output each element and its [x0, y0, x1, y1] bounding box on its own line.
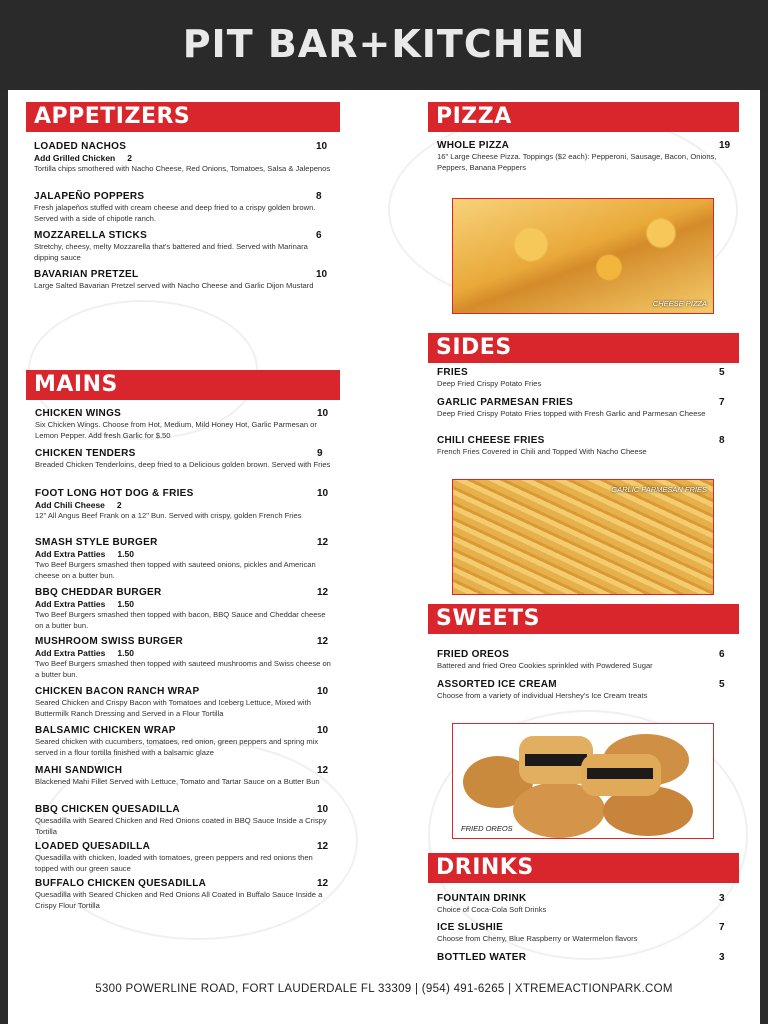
menu-item: [35, 841, 335, 874]
item-description: Blackened Mahi Fillet Served with Lettuce, Tomato and Tartar Sauce on a Butter Bun: [35, 777, 320, 786]
item-price: 19: [719, 140, 731, 151]
item-description: Two Beef Burgers smashed then topped with sauteed onions, pickles and American cheese on a butter bun.: [35, 560, 316, 580]
menu-item: [34, 230, 334, 263]
addon-price: 1.50: [117, 599, 134, 609]
item-name: LOADED NACHOS: [34, 141, 127, 152]
item-description: 12" All Angus Beef Frank on a 12" Bun. Served with crispy, golden French Fries: [35, 511, 302, 520]
item-price: 6: [719, 649, 725, 660]
item-name: BBQ CHICKEN QUESADILLA: [35, 804, 180, 815]
item-addon: [34, 153, 334, 163]
menu-item: [35, 408, 335, 441]
item-name: BAVARIAN PRETZEL: [34, 269, 139, 280]
menu-item: [35, 804, 335, 837]
section-title-pizza: PIZZA: [428, 102, 739, 132]
menu-item: [437, 893, 737, 916]
item-name: BOTTLED WATER: [437, 952, 527, 963]
item-name: CHICKEN TENDERS: [35, 448, 136, 459]
addon-label: Add Grilled Chicken: [34, 153, 116, 163]
item-description: Six Chicken Wings. Choose from Hot, Medium, Mild Honey Hot, Garlic Parmesan or Lemon Pepper. Add fresh Garlic for $.50: [35, 420, 317, 440]
item-description: Choice of Coca-Cola Soft Drinks: [437, 905, 547, 914]
item-description: French Fries Covered in Chili and Topped With Nacho Cheese: [437, 447, 647, 456]
item-price: 6: [316, 230, 322, 241]
section-title-drinks: DRINKS: [428, 853, 739, 883]
item-price: 10: [316, 269, 328, 280]
item-name: WHOLE PIZZA: [437, 140, 510, 151]
menu-item: [35, 765, 335, 788]
item-price: 10: [317, 408, 329, 419]
brand-title: PIT BAR+KITCHEN: [182, 22, 586, 66]
item-name: CHICKEN BACON RANCH WRAP: [35, 686, 200, 697]
item-description: Large Salted Bavarian Pretzel served with Nacho Cheese and Garlic Dijon Mustard: [34, 281, 314, 290]
menu-item: [35, 448, 335, 471]
item-name: MAHI SANDWICH: [35, 765, 123, 776]
item-name: FRIED OREOS: [437, 649, 510, 660]
item-description: Deep Fried Crispy Potato Fries topped with Fresh Garlic and Parmesan Cheese: [437, 409, 706, 418]
item-price: 12: [317, 587, 329, 598]
menu-item: [34, 269, 334, 292]
menu-item: [35, 636, 335, 680]
item-description: Stretchy, cheesy, melty Mozzarella that's battered and fried. Served with Marinara dipping sauce: [34, 242, 308, 262]
item-price: 10: [316, 141, 328, 152]
item-description: Quesadilla with chicken, loaded with tomatoes, green peppers and red onions then topped with our green sauce: [35, 853, 313, 873]
item-name: ASSORTED ICE CREAM: [437, 679, 557, 690]
item-name: GARLIC PARMESAN FRIES: [437, 397, 574, 408]
item-addon: [35, 648, 335, 658]
item-description: Quesadilla with Seared Chicken and Red Onions coated in BBQ Sauce Inside a Crispy Tortilla: [35, 816, 327, 836]
menu-item: [437, 367, 737, 390]
item-description: Seared Chicken and Crispy Bacon with Tomatoes and Iceberg Lettuce, Mixed with Buttermilk Ranch Dressing and Served in a Flour Tortilla: [35, 698, 311, 718]
photo-caption: FRIED OREOS: [461, 824, 513, 833]
fried-oreos-photo: [452, 723, 714, 839]
section-title-sides: SIDES: [428, 333, 739, 363]
item-name: FRIES: [437, 367, 468, 378]
item-price: 5: [719, 679, 725, 690]
menu-item: [34, 191, 334, 224]
photo-caption: CHEESE PIZZA: [652, 299, 707, 308]
section-title-sweets: SWEETS: [428, 604, 739, 634]
item-name: ICE SLUSHIE: [437, 922, 504, 933]
item-price: 12: [317, 636, 329, 647]
addon-price: 2: [116, 500, 122, 510]
menu-item: [437, 397, 737, 420]
addon-label: Add Extra Patties: [35, 599, 106, 609]
menu-item: [34, 141, 334, 175]
item-name: BUFFALO CHICKEN QUESADILLA: [35, 878, 207, 889]
item-name: CHILI CHEESE FRIES: [437, 435, 545, 446]
item-description: Breaded Chicken Tenderloins, deep fried to a Delicious golden brown. Served with Fries: [35, 460, 331, 469]
item-name: FOOT LONG HOT DOG & FRIES: [35, 488, 194, 499]
item-name: MOZZARELLA STICKS: [34, 230, 148, 241]
item-price: 7: [719, 922, 725, 933]
item-description: Two Beef Burgers smashed then topped with sauteed mushrooms and Swiss cheese on a butter bun.: [35, 659, 331, 679]
item-description: Seared chicken with cucumbers, tomatoes, red onion, green peppers and spring mix served in a flour tortilla finished with a balsamic glaze: [35, 737, 319, 757]
item-price: 10: [317, 488, 329, 499]
item-price: 10: [317, 725, 329, 736]
item-name: LOADED QUESADILLA: [35, 841, 151, 852]
item-description: Fresh jalapeños stuffed with cream cheese and deep fried to a crispy golden brown. Served with a side of chipotle ranch.: [34, 203, 316, 223]
item-price: 12: [317, 841, 329, 852]
item-name: FOUNTAIN DRINK: [437, 893, 527, 904]
addon-label: Add Extra Patties: [35, 549, 106, 559]
addon-label: Add Extra Patties: [35, 648, 106, 658]
section-title-mains: MAINS: [26, 370, 340, 400]
item-addon: [35, 500, 335, 510]
garlic-parmesan-fries-photo: [452, 479, 714, 595]
item-description: Deep Fried Crispy Potato Fries: [437, 379, 542, 388]
item-price: 9: [317, 448, 323, 459]
item-price: 3: [719, 952, 725, 963]
menu-item: [437, 922, 737, 945]
item-name: MUSHROOM SWISS BURGER: [35, 636, 183, 647]
item-price: 7: [719, 397, 725, 408]
item-price: 3: [719, 893, 725, 904]
item-description: Choose from Cherry, Blue Raspberry or Watermelon flavors: [437, 934, 638, 943]
item-name: BALSAMIC CHICKEN WRAP: [35, 725, 176, 736]
item-description: 16" Large Cheese Pizza. Toppings ($2 each): Pepperoni, Sausage, Bacon, Onions, Peppers, Banana Peppers: [437, 152, 717, 172]
item-name: CHICKEN WINGS: [35, 408, 122, 419]
item-price: 8: [316, 191, 322, 202]
addon-price: 1.50: [117, 648, 134, 658]
item-price: 12: [317, 878, 329, 889]
addon-label: Add Chili Cheese: [35, 500, 105, 510]
menu-item: [35, 878, 335, 911]
addon-price: 1.50: [117, 549, 134, 559]
menu-item: [35, 587, 335, 631]
menu-item: [437, 952, 737, 963]
menu-item: [437, 435, 737, 458]
item-price: 10: [317, 804, 329, 815]
header: [0, 0, 768, 90]
menu-item: [35, 725, 335, 758]
item-name: JALAPEÑO POPPERS: [34, 191, 145, 202]
photo-caption: GARLIC PARMESAN FRIES: [611, 485, 707, 494]
item-description: Quesadilla with Seared Chicken and Red Onions All Coated in Buffalo Sauce Inside a Crispy Flour Tortilla: [35, 890, 323, 910]
item-price: 8: [719, 435, 725, 446]
item-name: SMASH STYLE BURGER: [35, 537, 158, 548]
addon-price: 2: [127, 153, 132, 163]
item-description: Tortilla chips smothered with Nacho Cheese, Red Onions, Tomatoes, Salsa & Jalepenos: [34, 164, 331, 173]
item-name: BBQ CHEDDAR BURGER: [35, 587, 162, 598]
menu-item: [35, 686, 335, 719]
item-addon: [35, 549, 335, 559]
item-price: 10: [317, 686, 329, 697]
item-price: 5: [719, 367, 725, 378]
menu-item: [35, 537, 335, 581]
item-description: Battered and fried Oreo Cookies sprinkled with Powdered Sugar: [437, 661, 653, 670]
section-title-appetizers: APPETIZERS: [26, 102, 340, 132]
item-description: Two Beef Burgers smashed then topped with bacon, BBQ Sauce and Cheddar cheese on a butter bun.: [35, 610, 326, 630]
menu-item: [35, 488, 335, 522]
item-price: 12: [317, 537, 329, 548]
item-addon: [35, 599, 335, 609]
menu-item: [437, 649, 737, 672]
item-description: Choose from a variety of individual Hershey's Ice Cream treats: [437, 691, 648, 700]
cheese-pizza-photo: [452, 198, 714, 314]
menu-item: [437, 140, 737, 173]
menu-item: [437, 679, 737, 702]
footer-address: 5300 POWERLINE ROAD, FORT LAUDERDALE FL 33309 | (954) 491-6265 | XTREMEACTIONPARK.COM: [95, 983, 673, 995]
item-price: 12: [317, 765, 329, 776]
